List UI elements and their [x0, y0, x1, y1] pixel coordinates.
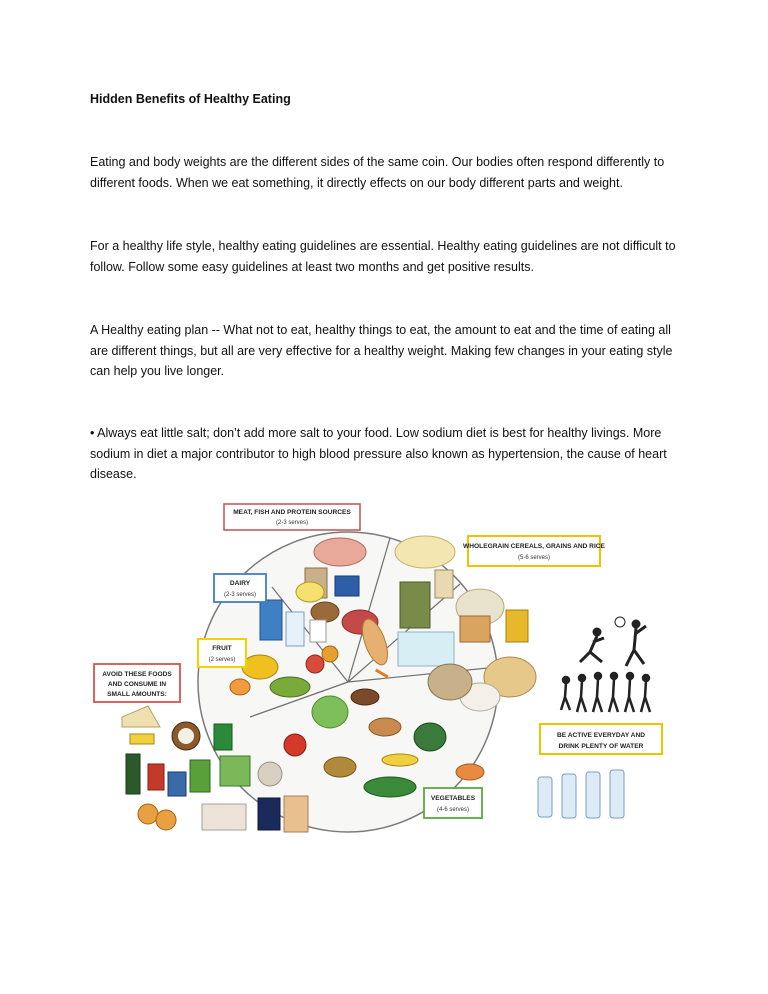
active-label-box [540, 724, 662, 754]
water-bottles-illustration [538, 770, 624, 818]
paragraph-2: For a healthy life style, healthy eating guidelines are essential. Healthy eating guidelines are not difficult to follow. Follow some easy guidelines at least two months and get positive results. [90, 239, 676, 274]
vegetables-label-box [424, 788, 482, 818]
active-label-line-2: DRINK PLENTY OF WATER [558, 743, 644, 750]
grains-label-serves: (5-6 serves) [517, 555, 551, 561]
active-label-line-1: BE ACTIVE EVERYDAY AND [557, 732, 645, 739]
fruit-label-serves: (2 serves) [208, 657, 236, 663]
grains-label-box [463, 536, 605, 566]
meat-label-serves: (2-3 serves) [275, 520, 309, 526]
dairy-label-serves: (2-3 serves) [223, 592, 257, 598]
meat-label-title: MEAT, FISH AND PROTEIN SOURCES [233, 509, 351, 516]
vegetables-label-title: VEGETABLES [430, 795, 476, 802]
vegetables-label-serves: (4-6 serves) [436, 807, 470, 813]
fruit-label-title: FRUIT [212, 645, 232, 652]
dairy-label-title: DAIRY [229, 580, 251, 587]
paragraph-3: A Healthy eating plan -- What not to eat, healthy things to eat, the amount to eat and the time of eating all are different things, but all are very effective for a healthy weight. Making few changes in your eating style can help you live longer. [90, 323, 673, 378]
exercise-figures-illustration [561, 617, 650, 712]
walking-figures [561, 673, 650, 712]
dairy-label-box [214, 574, 266, 602]
avoid-label-line-1: AVOID THESE FOODS [102, 671, 172, 678]
fruit-label-box [198, 639, 246, 667]
paragraph-4-bullet: • Always eat little salt; don’t add more salt to your food. Low sodium diet is best for healthy livings. More sodium in diet a major contributor to high blood pressure also known as hypertension, the cause of heart disease. [90, 426, 667, 481]
avoid-label-line-3: SMALL AMOUNTS: [107, 691, 167, 698]
meat-label-box [224, 504, 360, 530]
page-title: Hidden Benefits of Healthy Eating [90, 92, 291, 106]
plate-illustration [90, 492, 682, 840]
avoid-label-box [94, 664, 180, 702]
grains-label-title: WHOLEGRAIN CEREALS, GRAINS AND RICE [463, 543, 605, 550]
avoid-label-line-2: AND CONSUME IN [107, 681, 167, 688]
paragraph-1: Eating and body weights are the different sides of the same coin. Our bodies often respond differently to different foods. When we eat something, it directly effects on our body different parts and weight. [90, 155, 665, 190]
healthy-eating-plate-figure [90, 492, 682, 840]
